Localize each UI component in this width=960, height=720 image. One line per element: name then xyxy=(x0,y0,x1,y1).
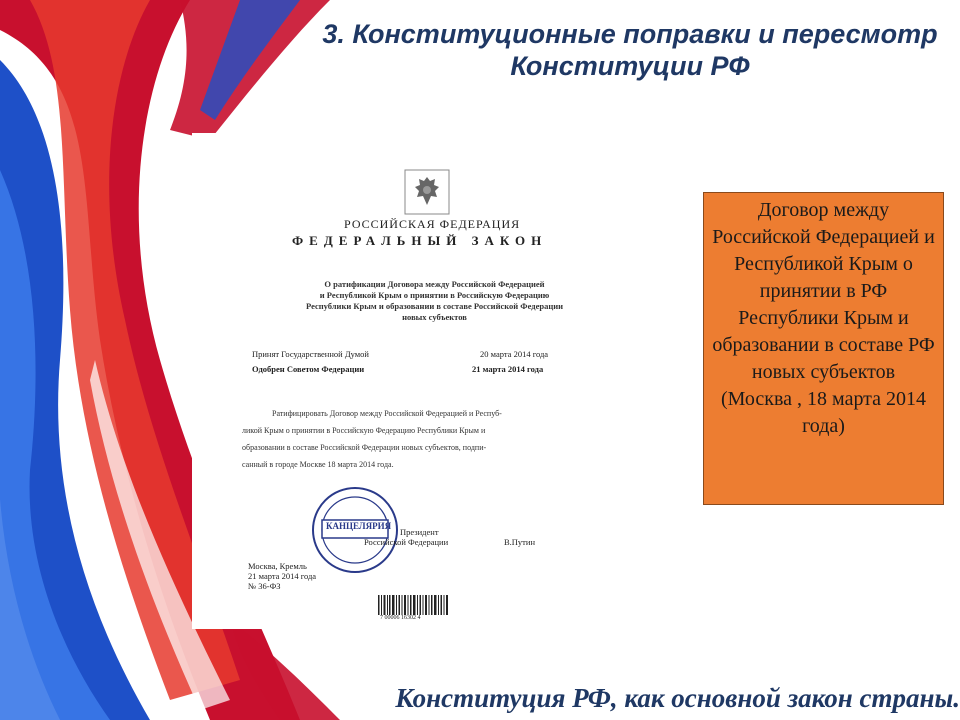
document-subject xyxy=(262,279,607,323)
document-body-line: образовании в составе Российской Федерации новых субъектов, подпи- xyxy=(242,443,487,452)
document-body-line: санный в городе Москве 18 марта 2014 года. xyxy=(242,460,394,469)
approved-label: Одобрен Советом Федерации xyxy=(252,364,365,374)
approved-date: 21 марта 2014 года xyxy=(472,364,544,374)
document-subject-line: новых субъектов xyxy=(402,312,467,322)
barcode-number: 7 00006 16302 4 xyxy=(380,615,421,621)
signature-role-line-2: Российской Федерации xyxy=(364,537,449,547)
barcode xyxy=(378,595,448,615)
coat-of-arms-icon xyxy=(404,169,450,215)
document-place: Москва, Кремль xyxy=(248,561,307,571)
document-number: № 36-ФЗ xyxy=(248,581,281,591)
treaty-caption-box xyxy=(703,192,944,505)
slide-title xyxy=(300,18,960,82)
slide-footer: Конституция РФ, как основной закон страны. xyxy=(395,683,960,713)
document-body-line: Ратифицировать Договор между Российской Федерацией и Респуб- xyxy=(272,409,502,418)
document-date: 21 марта 2014 года xyxy=(248,571,317,581)
slide-title-line-1: 3. Конституционные поправки и пересмотр xyxy=(322,19,938,49)
document-subject-line: О ратификации Договора между Российской Федерацией xyxy=(324,279,545,289)
signature-role-line-1: Президент xyxy=(400,527,439,537)
document-body-line: ликой Крым о принятии в Российскую Федерацию Республики Крым и xyxy=(242,426,486,435)
slide-title-line-2: Конституции РФ xyxy=(510,51,750,81)
federal-law-document-image xyxy=(192,133,628,629)
caption-date-note: (Москва , 18 марта 2014 года) xyxy=(720,388,927,437)
caption-text: Договор между Российской Федерацией и Республикой Крым о принятии в РФ Республики Крым и образовании в составе РФ новых субъектов xyxy=(712,199,935,383)
signature-name: В.Путин xyxy=(504,537,535,547)
document-body xyxy=(242,405,614,473)
document-law-type: ФЕДЕРАЛЬНЫЙ ЗАКОН xyxy=(292,233,548,248)
stamp-text: КАНЦЕЛЯРИЯ xyxy=(326,521,392,531)
adopted-date: 20 марта 2014 года xyxy=(480,349,549,359)
document-subject-line: и Республикой Крым о принятии в Российскую Федерацию xyxy=(319,290,550,300)
document-country: РОССИЙСКАЯ ФЕДЕРАЦИЯ xyxy=(344,217,521,231)
adopted-label: Принят Государственной Думой xyxy=(252,349,369,359)
document-subject-line: Республики Крым и образовании в составе Российской Федерации xyxy=(305,301,564,311)
